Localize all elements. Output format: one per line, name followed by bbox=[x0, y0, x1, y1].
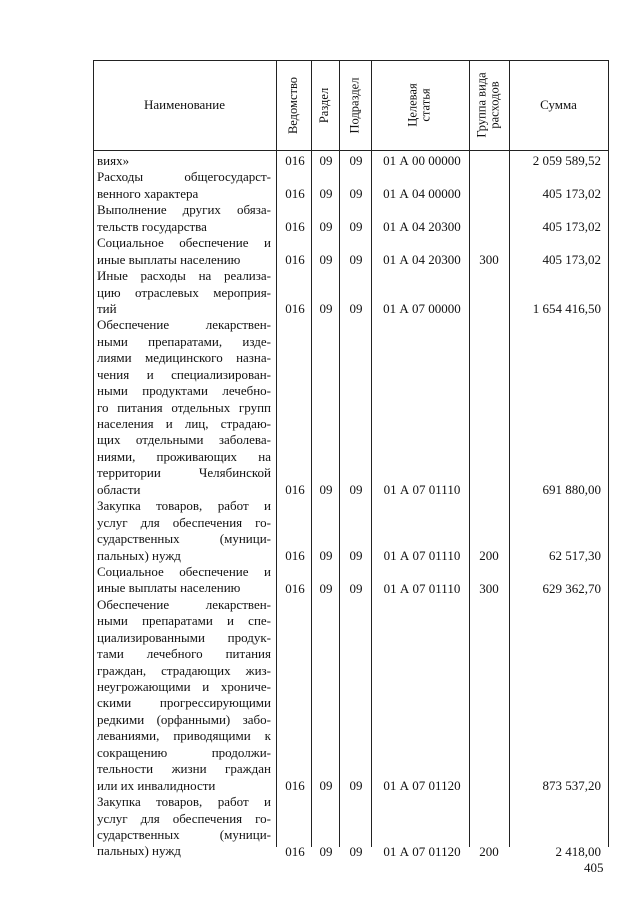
cell-podrazdel: 09 bbox=[349, 482, 363, 497]
header-razdel bbox=[311, 60, 339, 150]
cell-celevaya-statya: 01 А 07 01120 bbox=[383, 778, 461, 794]
header-vedomstvo-label: Ведомство bbox=[286, 76, 300, 134]
cell-celevaya-statya: 01 А 07 01120 bbox=[383, 843, 461, 859]
name-line: Иные расходы на реализа- bbox=[97, 268, 271, 284]
cell-podrazdel: 09 bbox=[349, 251, 363, 267]
col-border-ved bbox=[311, 60, 312, 847]
name-line: территории Челябинской bbox=[97, 465, 271, 481]
cell-razdel: 09 bbox=[319, 251, 333, 267]
name-line: Расходы общегосударст- bbox=[97, 169, 271, 185]
name-line: тий bbox=[97, 300, 117, 316]
name-line: го питания отдельных групп bbox=[97, 399, 271, 415]
header-gruppa-line2: расходов bbox=[488, 81, 503, 129]
name-column bbox=[97, 153, 271, 860]
name-line: иные выплаты населению bbox=[97, 251, 241, 267]
cell-vedomstvo: 016 bbox=[285, 843, 305, 859]
name-line: Закупка товаров, работ и bbox=[97, 794, 271, 810]
header-vedomstvo bbox=[276, 60, 311, 150]
cell-vedomstvo: 016 bbox=[285, 301, 305, 317]
header-summa-label: Сумма bbox=[540, 97, 577, 112]
header-celevaya-line2: статья bbox=[419, 88, 433, 122]
cell-summa: 2 059 589,52 bbox=[532, 153, 601, 168]
header-name bbox=[93, 60, 276, 150]
name-line: пальных) нужд bbox=[97, 547, 181, 563]
name-line: пальных) нужд bbox=[97, 843, 181, 859]
name-line: Социальное обеспечение и bbox=[97, 563, 271, 579]
cell-razdel: 09 bbox=[319, 547, 333, 563]
cell-celevaya-statya: 01 А 04 00000 bbox=[383, 185, 461, 201]
page-number: 405 bbox=[584, 860, 604, 875]
cell-razdel: 09 bbox=[319, 185, 333, 201]
cell-razdel: 09 bbox=[319, 482, 333, 497]
name-line: тельств государства bbox=[97, 218, 207, 234]
name-line: редкими (орфанными) забо- bbox=[97, 711, 271, 727]
cell-gruppa-vida: 300 bbox=[479, 251, 499, 267]
cell-razdel: 09 bbox=[319, 218, 333, 234]
name-line: ными препаратами, изде- bbox=[97, 333, 271, 349]
cell-razdel: 09 bbox=[319, 778, 333, 794]
cell-gruppa-vida: 200 bbox=[479, 843, 499, 859]
cell-vedomstvo: 016 bbox=[285, 251, 305, 267]
name-line: виях» bbox=[97, 153, 130, 168]
name-line: Выполнение других обяза- bbox=[97, 202, 271, 218]
name-line: неугрожающими и хрониче- bbox=[97, 679, 271, 694]
header-summa bbox=[509, 60, 608, 150]
header-gruppa bbox=[469, 60, 509, 150]
name-line: сударственных (муници- bbox=[97, 531, 271, 547]
cell-celevaya-statya: 01 А 04 20300 bbox=[383, 251, 461, 267]
name-line: ниями, проживающих на bbox=[97, 448, 271, 464]
col-border-pod bbox=[371, 60, 372, 847]
cell-summa: 405 173,02 bbox=[542, 251, 601, 267]
col-border-grp bbox=[509, 60, 510, 847]
name-line: ными продуктами лечебно- bbox=[97, 383, 271, 399]
name-line: лиями медицинского назна- bbox=[97, 350, 271, 366]
cell-podrazdel: 09 bbox=[349, 153, 363, 168]
col-border-name bbox=[276, 60, 277, 847]
header-celevaya-line1: Целевая bbox=[406, 83, 420, 127]
cell-podrazdel: 09 bbox=[349, 185, 363, 201]
cell-celevaya-statya: 01 А 00 00000 bbox=[383, 153, 461, 168]
name-line: иные выплаты населению bbox=[97, 580, 241, 596]
name-line: Обеспечение лекарствен- bbox=[97, 317, 271, 333]
budget-table bbox=[93, 60, 609, 859]
cell-summa: 405 173,02 bbox=[542, 185, 601, 201]
header-bottom-border bbox=[93, 150, 609, 151]
cell-vedomstvo: 016 bbox=[285, 153, 305, 168]
name-line: услуг для обеспечения го- bbox=[97, 810, 271, 826]
col-border-cel bbox=[469, 60, 470, 847]
cell-razdel: 09 bbox=[319, 301, 333, 317]
cell-razdel: 09 bbox=[319, 153, 333, 168]
name-line: щих отдельными заболева- bbox=[97, 432, 271, 448]
cell-vedomstvo: 016 bbox=[285, 547, 305, 563]
col-border-right bbox=[608, 60, 609, 847]
cell-summa: 62 517,30 bbox=[549, 547, 601, 563]
name-line: Социальное обеспечение и bbox=[97, 235, 271, 251]
cell-gruppa-vida: 300 bbox=[479, 580, 499, 596]
name-line: цию отраслевых мероприя- bbox=[97, 284, 271, 300]
cell-vedomstvo: 016 bbox=[285, 778, 305, 794]
cell-podrazdel: 09 bbox=[349, 218, 363, 234]
cell-podrazdel: 09 bbox=[349, 778, 363, 794]
header-celevaya-label bbox=[407, 83, 433, 126]
header-podrazdel-label: Подраздел bbox=[347, 77, 362, 133]
header-gruppa-line1: Группа вида bbox=[475, 72, 490, 138]
cell-celevaya-statya: 01 А 07 00000 bbox=[383, 301, 461, 317]
name-line: граждан, страдающих жиз- bbox=[97, 662, 271, 678]
header-gruppa-label bbox=[476, 72, 502, 137]
cell-summa: 405 173,02 bbox=[542, 218, 601, 234]
cell-summa: 691 880,00 bbox=[542, 482, 601, 497]
cell-summa: 629 362,70 bbox=[542, 580, 601, 596]
header-razdel-label: Раздел bbox=[317, 87, 332, 123]
name-line: Обеспечение лекарствен- bbox=[97, 596, 271, 612]
cell-celevaya-statya: 01 А 04 20300 bbox=[383, 218, 461, 234]
name-line: области bbox=[97, 481, 141, 497]
cell-celevaya-statya: 01 А 07 01110 bbox=[383, 580, 461, 596]
name-line: Закупка товаров, работ и bbox=[97, 498, 271, 514]
name-line: тами лечебного питания bbox=[97, 646, 271, 662]
name-line: венного характера bbox=[97, 185, 199, 201]
name-line: ными препаратами и спе- bbox=[97, 613, 271, 629]
cell-vedomstvo: 016 bbox=[285, 580, 305, 596]
cell-celevaya-statya: 01 А 07 01110 bbox=[383, 547, 461, 563]
cell-gruppa-vida: 200 bbox=[479, 547, 499, 563]
col-border-left bbox=[93, 60, 94, 847]
name-line: или их инвалидности bbox=[97, 777, 216, 793]
cell-summa: 873 537,20 bbox=[542, 778, 601, 794]
cell-summa: 1 654 416,50 bbox=[532, 301, 601, 317]
header-podrazdel bbox=[339, 60, 371, 150]
cell-razdel: 09 bbox=[319, 580, 333, 596]
cell-vedomstvo: 016 bbox=[285, 482, 305, 497]
name-line: леваниями, приводящими к bbox=[97, 728, 271, 744]
cell-vedomstvo: 016 bbox=[285, 218, 305, 234]
name-line: тельности жизни граждан bbox=[97, 761, 271, 777]
col-border-raz bbox=[339, 60, 340, 847]
name-line: сокращению продолжи- bbox=[97, 744, 271, 760]
cell-razdel: 09 bbox=[319, 843, 333, 859]
name-line: чения и специализирован- bbox=[97, 366, 271, 382]
header-name-label: Наименование bbox=[144, 97, 225, 112]
name-line: скими прогрессирующими bbox=[97, 695, 271, 711]
name-line: сударственных (муници- bbox=[97, 826, 271, 842]
cell-podrazdel: 09 bbox=[349, 301, 363, 317]
name-line: услуг для обеспечения го- bbox=[97, 514, 271, 530]
cell-vedomstvo: 016 bbox=[285, 185, 305, 201]
name-line: циализированными продук- bbox=[97, 629, 271, 645]
cell-podrazdel: 09 bbox=[349, 547, 363, 563]
cell-summa: 2 418,00 bbox=[555, 843, 601, 859]
cell-celevaya-statya: 01 А 07 01110 bbox=[383, 482, 461, 497]
header-celevaya bbox=[371, 60, 469, 150]
name-line: населения и лиц, страдаю- bbox=[97, 416, 271, 431]
cell-podrazdel: 09 bbox=[349, 580, 363, 596]
cell-podrazdel: 09 bbox=[349, 843, 363, 859]
